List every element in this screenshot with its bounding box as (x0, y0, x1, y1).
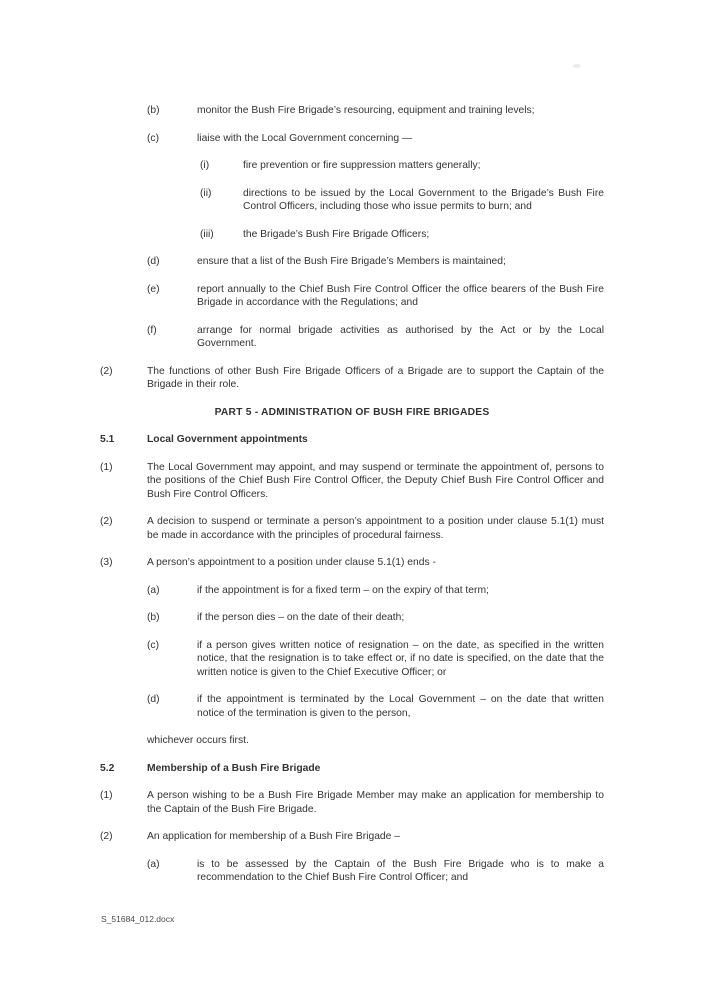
clause-item (100, 104, 604, 118)
clause-text: A decision to suspend or terminate a person’s appointment to a position under clause 5.1(1) must be made in accordance with the principles of procedural fairness. (147, 516, 604, 541)
section-heading (100, 762, 604, 776)
clause-text: the Brigade’s Bush Fire Brigade Officers; (243, 228, 430, 240)
section-number: 5.1 (100, 434, 115, 445)
clause-item (100, 789, 604, 816)
clause-item (100, 365, 604, 392)
clause-text: The functions of other Bush Fire Brigade Officers of a Brigade are to support the Captain of the Brigade in their role. (147, 365, 604, 390)
clause-item (100, 324, 604, 351)
clause-number: (a) (147, 584, 160, 596)
clause-item (100, 187, 604, 214)
clause-text: The Local Government may appoint, and may suspend or terminate the appointment of, persons to the positions of the Chief Bush Fire Control Officer, the Deputy Chief Bush Fire Control Officer and Bush Fire Control Officers. (147, 461, 604, 500)
clause-number: (e) (147, 283, 160, 295)
clause-number: (c) (147, 132, 160, 144)
section-heading (100, 433, 604, 447)
clause-text: fire prevention or fire suppression matters generally; (243, 160, 481, 171)
clause-number: (d) (147, 694, 160, 705)
clause-item (100, 830, 604, 844)
clause-item (100, 132, 604, 146)
clause-text: An application for membership of a Bush Fire Brigade – (147, 831, 400, 842)
closing-words: whichever occurs first. (147, 735, 249, 746)
clause-text: ensure that a list of the Bush Fire Brigade’s Members is maintained; (197, 256, 506, 267)
clause-text: directions to be issued by the Local Government to the Brigade’s Bush Fire Control Officers, including those who issue permits to burn; and (243, 187, 604, 212)
clause-number: (c) (147, 639, 160, 651)
clause-text: if a person gives written notice of resignation – on the date, as specified in the written notice, that the resignation is to take effect or, if no date is specified, on the date that the written notice is given to the Chief Executive Officer; or (197, 639, 604, 678)
clause-number: (b) (147, 105, 160, 116)
document-content (100, 104, 604, 899)
clause-item (100, 693, 604, 720)
clause-item (100, 461, 604, 502)
clause-number: (2) (100, 365, 113, 377)
scan-artifact (573, 64, 581, 68)
clause-text: liaise with the Local Government concerning — (197, 132, 413, 144)
clause-number: (d) (147, 256, 160, 267)
clause-item (100, 556, 604, 570)
clause-item (100, 255, 604, 269)
clause-number: (iii) (200, 228, 214, 240)
clause-number: (i) (200, 160, 210, 171)
clause-text: if the appointment is terminated by the Local Government – on the date that written notice of the termination is given to the person, (197, 694, 604, 719)
clause-number: (3) (100, 557, 113, 568)
clause-item (100, 584, 604, 598)
clause-text: A person wishing to be a Bush Fire Brigade Member may make an application for membership to the Captain of the Bush Fire Brigade. (147, 790, 604, 815)
clause-text: if the appointment is for a fixed term – on the expiry of that term; (197, 584, 489, 596)
clause-number: (f) (147, 324, 157, 336)
section-number: 5.2 (100, 762, 115, 774)
clause-item (100, 283, 604, 310)
clause-item (100, 639, 604, 680)
clause-number: (1) (100, 461, 113, 473)
section-title: Membership of a Bush Fire Brigade (147, 762, 321, 774)
clause-number: (2) (100, 516, 113, 527)
footer-filename: S_51684_012.docx (101, 914, 175, 924)
clause-text: is to be assessed by the Captain of the Bush Fire Brigade who is to make a recommendation to the Chief Bush Fire Control Officer; and (197, 858, 604, 883)
clause-number: (b) (147, 612, 160, 623)
clause-text: if the person dies – on the date of their death; (197, 612, 405, 623)
clause-text: monitor the Bush Fire Brigade’s resourcing, equipment and training levels; (197, 105, 535, 116)
clause-text: A person’s appointment to a position under clause 5.1(1) ends - (147, 557, 436, 568)
clause-number: (1) (100, 790, 113, 801)
clause-item (100, 858, 604, 885)
clause-item (100, 611, 604, 625)
clause-number: (2) (100, 831, 113, 842)
clause-number: (ii) (200, 187, 212, 199)
clause-text: report annually to the Chief Bush Fire Control Officer the office bearers of the Bush Fire Brigade in accordance with the Regulations; and (197, 283, 604, 308)
clause-item (100, 228, 604, 242)
clause-text: arrange for normal brigade activities as authorised by the Act or by the Local Government. (197, 324, 604, 349)
clause-number: (a) (147, 858, 160, 870)
section-title: Local Government appointments (147, 434, 308, 445)
clause-item (100, 515, 604, 542)
clause-item (100, 159, 604, 173)
part-heading: PART 5 - ADMINISTRATION OF BUSH FIRE BRIGADES (214, 406, 490, 418)
